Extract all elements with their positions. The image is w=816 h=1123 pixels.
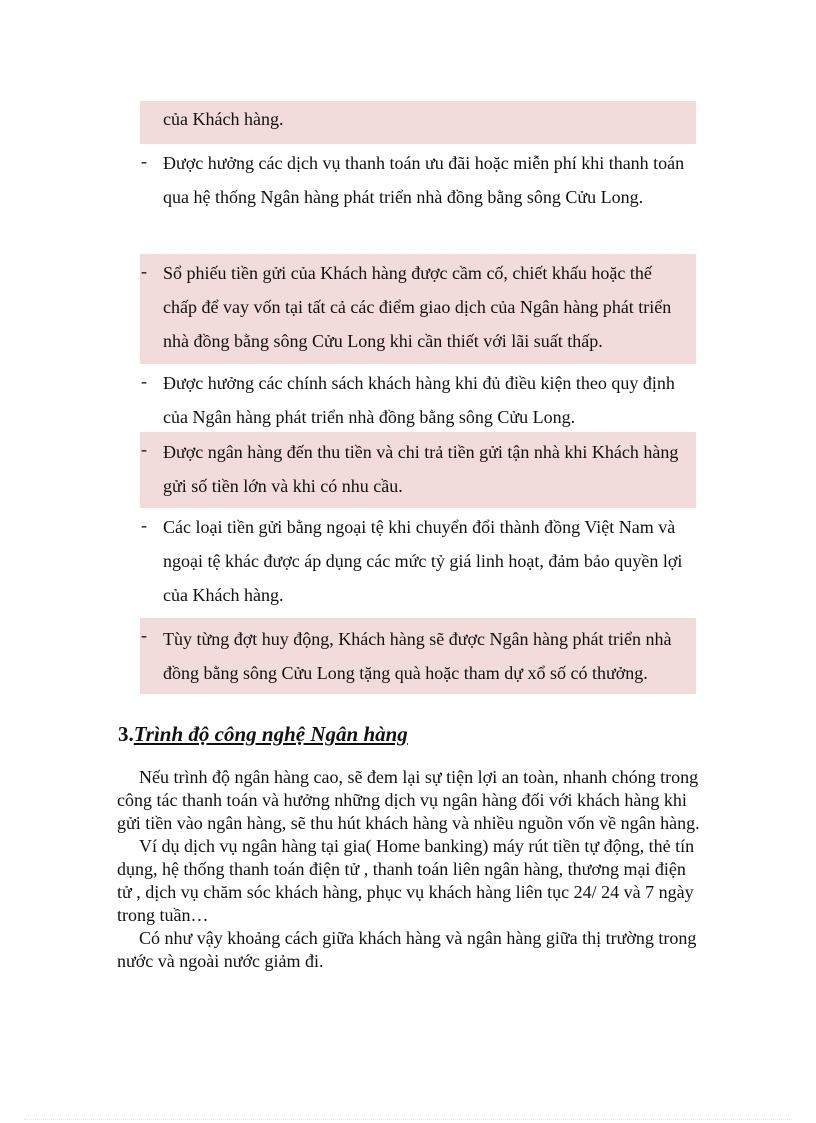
row-text: Được hưởng các dịch vụ thanh toán ưu đãi hoặc miễn phí khi thanh toán qua hệ thống Ngân hàng phát triển nhà đồng bằng sông Cửu Long. [163,153,685,207]
benefit-row-1 [140,144,696,254]
row-marker: - [141,515,147,535]
page-bottom-divider [24,1119,792,1120]
benefits-table [140,101,696,694]
row-marker: - [141,371,147,391]
row-marker: - [141,439,147,459]
section-title: Trình độ công nghệ Ngân hàng [133,722,408,746]
section-number: 3. [118,722,134,746]
benefit-row-4 [140,432,696,508]
row-text: của Khách hàng. [163,109,284,129]
section-heading [118,722,408,747]
benefit-row-5 [140,508,696,618]
row-text: Được hưởng các chính sách khách hàng khi đủ điều kiện theo quy định của Ngân hàng phát triển nhà đồng bằng sông Cửu Long. [163,373,675,427]
paragraph: Ví dụ dịch vụ ngân hàng tại gia( Home banking) máy rút tiền tự động, thẻ tín dụng, hệ thống thanh toán điện tử , thanh toán liên ngân hàng, thương mại điện tử , dịch vụ chăm sóc khách hàng, phục vụ khách hàng liên tục 24/ 24 và 7 ngày trong tuần… [117,836,695,925]
row-text: Sổ phiếu tiền gửi của Khách hàng được cầm cố, chiết khấu hoặc thế chấp để vay vốn tại tất cả các điểm giao dịch của Ngân hàng phát triển nhà đồng bằng sông Cửu Long khi cần thiết với lãi suất thấp. [163,263,672,351]
row-marker: - [141,151,147,171]
benefit-row-2 [140,254,696,364]
paragraph: Có như vậy khoảng cách giữa khách hàng và ngân hàng giữa thị trường trong nước và ngoài nước giảm đi. [117,928,697,971]
row-marker: - [141,261,147,281]
benefit-row-3 [140,364,696,432]
section-body [117,766,701,973]
paragraph: Nếu trình độ ngân hàng cao, sẽ đem lại sự tiện lợi an toàn, nhanh chóng trong công tác thanh toán và hưởng những dịch vụ ngân hàng đối với khách hàng khi gửi tiền vào ngân hàng, sẽ thu hút khách hàng và nhiều nguồn vốn về ngân hàng. [117,767,700,833]
row-marker: - [141,625,147,645]
benefit-row-0 [140,101,696,144]
row-text: Các loại tiền gửi bằng ngoại tệ khi chuyển đổi thành đồng Việt Nam và ngoại tệ khác được áp dụng các mức tỷ giá linh hoạt, đảm bảo quyền lợi của Khách hàng. [163,517,683,605]
row-text: Tùy từng đợt huy động, Khách hàng sẽ được Ngân hàng phát triển nhà đồng bằng sông Cửu Long tặng quà hoặc tham dự xổ số có thưởng. [163,629,672,683]
row-text: Được ngân hàng đến thu tiền và chi trả tiền gửi tận nhà khi Khách hàng gửi số tiền lớn và khi có nhu cầu. [163,442,679,496]
benefit-row-6 [140,618,696,694]
